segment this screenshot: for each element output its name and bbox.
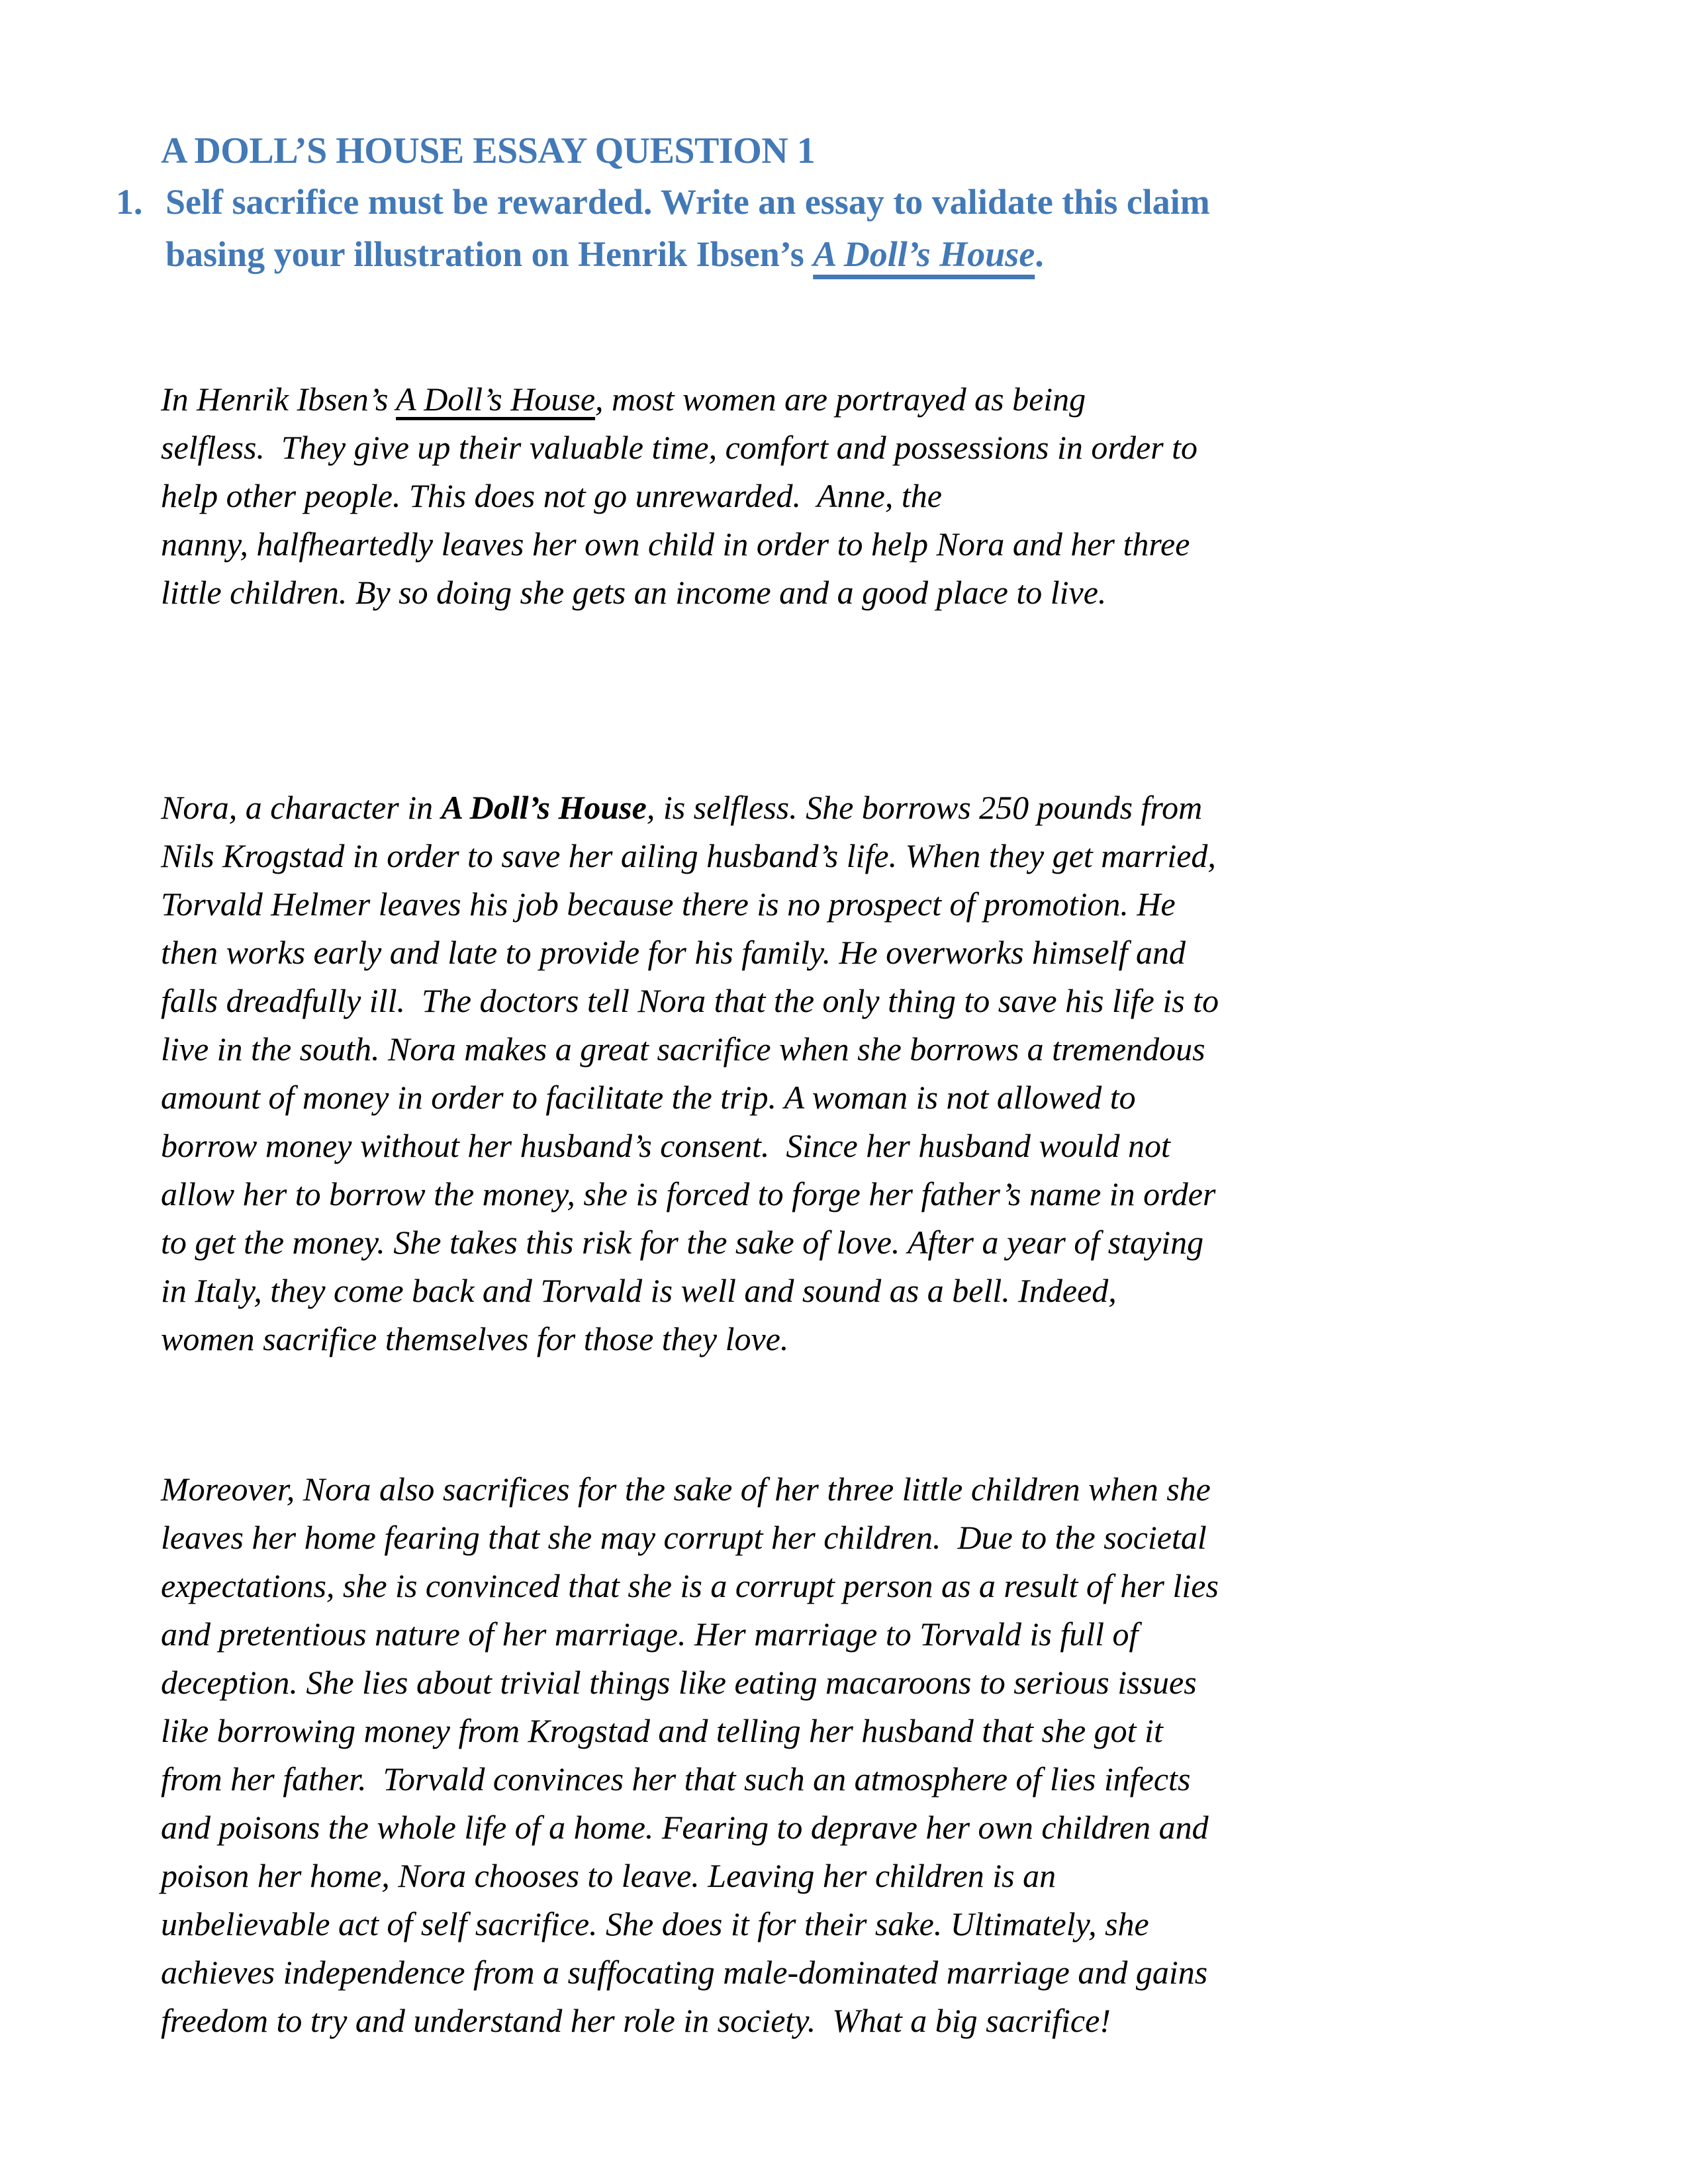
paragraph3-line: leaves her home fearing that she may corrupt her children. Due to the societal [161, 1519, 1207, 1556]
paragraph2-line: borrow money without her husband’s consent. Since her husband would not [161, 1127, 1170, 1164]
paragraph2-intro: Nora, a character in [161, 789, 442, 826]
paragraph3-line: achieves independence from a suffocating male-dominated marriage and gains [161, 1954, 1208, 1991]
paragraph3-line: from her father. Torvald convinces her that such an atmosphere of lies infects [161, 1760, 1191, 1797]
paragraph2-line: Nils Krogstad in order to save her ailing husband’s life. When they get married, [161, 837, 1216, 874]
essay-question [116, 176, 1463, 281]
paragraph1-intro: In Henrik Ibsen’s [161, 381, 397, 418]
question-line1: Self sacrifice must be rewarded. Write an essay to validate this claim [165, 182, 1210, 222]
paragraph1-line: , most women are portrayed as being [595, 381, 1086, 418]
paragraph2-line: to get the money. She takes this risk for the sake of love. After a year of staying [161, 1224, 1204, 1261]
paragraph3-line: Moreover, Nora also sacrifices for the sake of her three little children when she [161, 1471, 1211, 1508]
paragraph3-line: poison her home, Nora chooses to leave. Leaving her children is an [161, 1857, 1056, 1894]
essay-paragraph-2 [161, 784, 1463, 1363]
paragraph2-line: live in the south. Nora makes a great sacrifice when she borrows a tremendous [161, 1030, 1205, 1068]
paragraph1-line: little children. By so doing she gets an income and a good place to live. [161, 574, 1107, 611]
paragraph2-line: amount of money in order to facilitate the trip. A woman is not allowed to [161, 1079, 1136, 1116]
paragraph1-line: nanny, halfheartedly leaves her own child in order to help Nora and her three [161, 525, 1190, 563]
paragraph3-line: deception. She lies about trivial things like eating macaroons to serious issues [161, 1664, 1197, 1701]
paragraph2-line: falls dreadfully ill. The doctors tell Nora that the only thing to save his life is to [161, 982, 1219, 1019]
question-number: 1. [116, 182, 143, 222]
essay-paragraph-3 [161, 1465, 1463, 2045]
essay-paragraph-1 [161, 375, 1463, 617]
paragraph3-line: expectations, she is convinced that she is a corrupt person as a result of her lies [161, 1567, 1219, 1604]
paragraph3-line: and poisons the whole life of a home. Fearing to deprave her own children and [161, 1809, 1209, 1846]
paragraph1-line: help other people. This does not go unrewarded. Anne, the [161, 477, 942, 514]
paragraph2-line: Torvald Helmer leaves his job because there is no prospect of promotion. He [161, 886, 1176, 923]
paragraph3-line: unbelievable act of self sacrifice. She does it for their sake. Ultimately, she [161, 1905, 1149, 1942]
book-title-paragraph1: A Doll’s House [396, 381, 596, 418]
paragraph3-line: freedom to try and understand her role in society. What a big sacrifice! [161, 2002, 1111, 2039]
paragraph2-line: women sacrifice themselves for those they love. [161, 1320, 789, 1357]
question-line2-after: . [1035, 234, 1044, 274]
paragraph3-line: like borrowing money from Krogstad and telling her husband that she got it [161, 1712, 1163, 1749]
paragraph1-line: selfless. They give up their valuable time, comfort and possessions in order to [161, 429, 1198, 466]
paragraph2-line: allow her to borrow the money, she is forced to forge her father’s name in order [161, 1175, 1216, 1212]
book-title-question: A Doll’s House [813, 234, 1035, 274]
paragraph2-line: , is selfless. She borrows 250 pounds from [646, 789, 1203, 826]
paragraph2-line: in Italy, they come back and Torvald is well and sound as a bell. Indeed, [161, 1272, 1117, 1309]
question-text [165, 176, 1463, 281]
paragraph3-line: and pretentious nature of her marriage. Her marriage to Torvald is full of [161, 1615, 1139, 1653]
paragraph2-line: then works early and late to provide for his family. He overworks himself and [161, 934, 1186, 971]
question-line2-before: basing your illustration on Henrik Ibsen’s [165, 234, 814, 274]
essay-heading: A DOLL’S HOUSE ESSAY QUESTION 1 [161, 130, 816, 171]
book-title-paragraph2: A Doll’s House [441, 789, 647, 826]
